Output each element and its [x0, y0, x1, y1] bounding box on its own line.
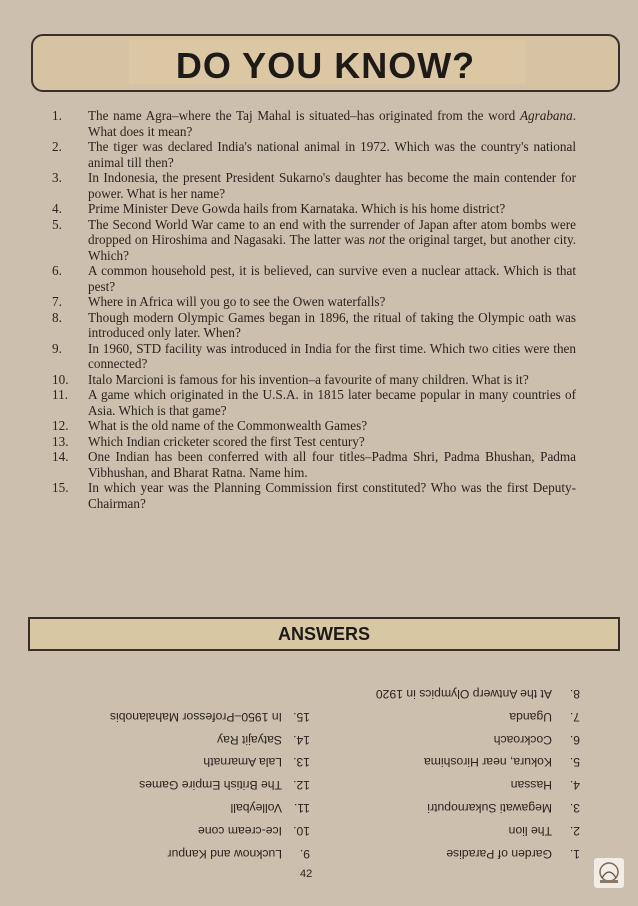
answer-text: Uganda	[509, 709, 552, 724]
answers-heading: ANSWERS	[277, 624, 370, 644]
answer-text: Hassan	[510, 778, 552, 793]
question-number: 14.	[52, 449, 69, 464]
answer-number: 4.	[569, 778, 580, 793]
answer-item	[330, 792, 580, 815]
question-item	[46, 372, 576, 388]
question-text: The tiger was declared India's national animal in 1972. Which was the country's national animal till then?	[88, 139, 576, 170]
question-text: A game which originated in the U.S.A. in 1815 later became popular in many countries of Asia. Which is that game?	[88, 387, 576, 418]
answer-text: Lala Amarnath	[203, 755, 282, 770]
question-number: 13.	[52, 433, 69, 449]
question-item	[46, 108, 576, 139]
question-text: The name Agra–where the Taj Mahal is situated–has originated from the word Agrabana. What does it mean?	[88, 108, 576, 139]
answers-upside-down	[60, 676, 580, 861]
answer-number: 15.	[293, 709, 310, 724]
answer-text: Ice-cream cone	[198, 824, 282, 839]
answer-item	[330, 747, 580, 770]
question-item	[46, 170, 576, 201]
answers-column-left	[330, 678, 580, 861]
question-list	[46, 108, 576, 511]
question-item	[46, 434, 576, 450]
question-item	[46, 341, 576, 372]
answer-text: Garden of Paradise	[446, 847, 552, 861]
question-number: 7.	[52, 294, 62, 309]
question-text: In 1960, STD facility was introduced in India for the first time. Which two cities were then connected?	[88, 340, 576, 371]
question-item	[46, 449, 576, 480]
answer-number: 11.	[293, 801, 310, 816]
question-item	[46, 201, 576, 217]
answer-item	[60, 747, 310, 770]
answer-number: 13.	[293, 755, 310, 770]
question-number: 2.	[52, 139, 62, 154]
answers-column-right	[60, 701, 310, 861]
question-text: Which Indian cricketer scored the first Test century?	[88, 433, 365, 449]
answer-number: 1.	[569, 847, 580, 861]
question-text: In Indonesia, the present President Sukarno's daughter has become the main contender for power. What is her name?	[88, 170, 576, 201]
answer-text: Lucknow and Kanpur	[167, 847, 282, 861]
answer-text: The lion	[508, 824, 552, 839]
answer-number: 14.	[293, 732, 310, 747]
answer-item	[330, 678, 580, 701]
question-number: 3.	[52, 170, 62, 185]
question-item	[46, 310, 576, 341]
answer-number: 10.	[293, 824, 310, 839]
answer-item	[330, 815, 580, 838]
answer-text: The British Empire Games	[139, 778, 282, 793]
answer-number: 12.	[293, 778, 310, 793]
page-title: DO YOU KNOW?	[175, 45, 476, 86]
question-text: Italo Marcioni is famous for his invention–a favourite of many children. What is it?	[88, 371, 529, 387]
question-text: In which year was the Planning Commission first constituted? Who was the first Deputy-Chairman?	[88, 480, 576, 511]
answer-text: Cockroach	[493, 732, 552, 747]
answers-banner	[28, 617, 620, 651]
title-banner	[31, 34, 620, 92]
question-item	[46, 418, 576, 434]
answer-text: Kokura, near Hiroshima	[423, 755, 552, 770]
page-number: 42	[300, 868, 313, 880]
question-item	[46, 139, 576, 170]
answer-number: 8.	[569, 686, 580, 701]
answer-number: 6.	[569, 732, 580, 747]
question-text: Prime Minister Deve Gowda hails from Karnataka. Which is his home district?	[88, 201, 506, 216]
question-item	[46, 480, 576, 511]
answer-item	[60, 769, 310, 792]
answer-number: 2.	[569, 824, 580, 839]
question-text: The Second World War came to an end with the surrender of Japan after atom bombs were dropped on Hiroshima and Nagasaki. The latter was not the original target, but another city. Which?	[88, 216, 576, 263]
question-item	[46, 217, 576, 264]
question-text: One Indian has been conferred with all four titles–Padma Shri, Padma Bhushan, Padma Vibhushan, and Bharat Ratna. Name him.	[88, 449, 576, 480]
answer-item	[60, 701, 310, 724]
publisher-logo-icon	[594, 858, 624, 888]
question-number: 4.	[52, 201, 62, 216]
question-number: 6.	[52, 263, 62, 278]
answer-item	[330, 724, 580, 747]
question-text: A common household pest, it is believed, can survive even a nuclear attack. Which is that pest?	[88, 263, 576, 294]
answer-item	[60, 815, 310, 838]
answer-item	[330, 701, 580, 724]
answer-text: Satyajit Ray	[216, 732, 282, 747]
answer-number: 7.	[569, 709, 580, 724]
question-text: What is the old name of the Commonwealth Games?	[88, 418, 368, 433]
question-number: 1.	[52, 108, 62, 123]
question-number: 12.	[52, 418, 69, 433]
question-item	[46, 387, 576, 418]
answer-text: Megawati Sukarnoputri	[427, 801, 552, 816]
question-number: 8.	[52, 309, 62, 325]
question-text: Though modern Olympic Games began in 1896, the ritual of taking the Olympic oath was introduced only later. When?	[88, 309, 576, 340]
question-number: 11.	[52, 387, 68, 402]
answer-text: Volleyball	[230, 801, 282, 816]
answer-item	[330, 769, 580, 792]
answer-item	[330, 838, 580, 861]
answer-number: 5.	[569, 755, 580, 770]
question-item	[46, 294, 576, 310]
answer-number: 3.	[569, 801, 580, 816]
answer-item	[60, 724, 310, 747]
answer-text: At the Antwerp Olympics in 1920	[375, 686, 552, 701]
question-number: 10.	[52, 371, 69, 387]
question-text: Where in Africa will you go to see the Owen waterfalls?	[88, 294, 386, 309]
question-item	[46, 263, 576, 294]
answer-text: In 1950–Professor Mahalanobis	[109, 709, 282, 724]
question-number: 15.	[52, 480, 69, 495]
answer-number: 9.	[299, 847, 310, 861]
answer-item	[60, 792, 310, 815]
question-number: 9.	[52, 340, 62, 356]
answer-item	[60, 838, 310, 861]
question-number: 5.	[52, 216, 62, 232]
